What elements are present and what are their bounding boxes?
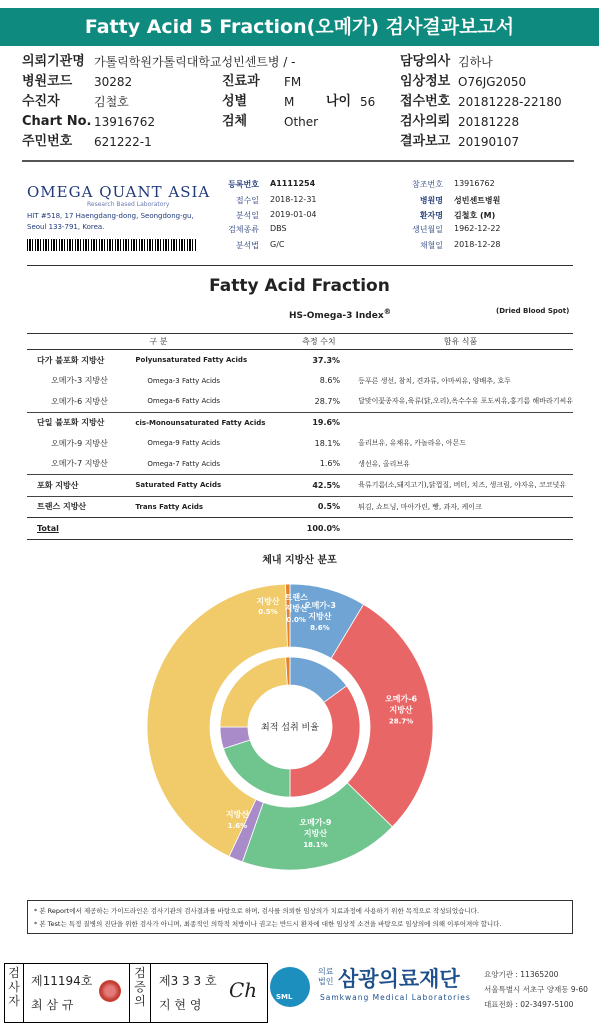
hospital-code-label: 병원코드 (22, 74, 73, 89)
inspector-no: 제11194호 (31, 974, 93, 988)
row-class-kr: 오메가-3 지방산 (51, 376, 108, 386)
slice-label-3-0: 지방산 (225, 810, 250, 820)
note-line-1: * 본 Report에서 제공하는 가이드라인은 검사기관의 검사결과를 바탕으로 하며, 검사를 의뢰한 임상의가 치료과정에 사용하기 위한 목적으로 작성되었습니다. (34, 907, 480, 915)
table-row (27, 433, 573, 454)
slice-label-4-1: 0.5% (258, 608, 278, 616)
id-value: 621222-1 (94, 135, 152, 149)
recv-value: 2018-12-31 (270, 195, 317, 204)
col-value: 측정 수치 (290, 334, 348, 350)
contact-1: 요양기관 : 11365200 (484, 970, 559, 979)
verifier-signature: Ch (229, 978, 258, 1002)
hosp-value: 성빈센트병원 (454, 196, 501, 205)
dob-value: 1962-12-22 (454, 224, 501, 233)
specimen-label: 검체 (222, 114, 248, 129)
receipt-value: 20181228-22180 (458, 95, 562, 109)
method-label: 분석법 (235, 241, 259, 250)
subject-value: 김철호 (94, 95, 129, 109)
row-class-en: Omega-3 Fatty Acids (147, 376, 221, 385)
table-row (27, 412, 573, 433)
row-class-en: Polyunsaturated Fatty Acids (125, 350, 289, 371)
org-value: 가톨릭학원가톨릭대학교성빈센트병 / - (94, 55, 296, 69)
brand-small-1: 의료 (318, 967, 334, 976)
sex-value: M (284, 95, 295, 109)
chart-no-label: Chart No. (22, 114, 92, 129)
sex-label: 성별 (222, 94, 248, 109)
org-label: 의뢰기관명 (22, 54, 85, 69)
doctor-label: 담당의사 (400, 54, 451, 69)
dob-label: 생년월일 (412, 225, 443, 234)
brand-small (318, 967, 333, 987)
lab-logo-sub: Research Based Laboratory (87, 201, 170, 208)
row-food: 등푸른 생선, 참치, 견과류, 아마씨유, 양배추, 호두 (358, 376, 512, 385)
row-food: 생선유, 올리브유 (358, 459, 410, 468)
row-value: 19.6% (290, 412, 348, 433)
report-title: Fatty Acid 5 Fraction(오메가) 검사결과보고서 (0, 8, 599, 46)
row-food: 올리브유, 유채유, 카놀라유, 아몬드 (358, 439, 467, 448)
specimen-value: Other (284, 115, 319, 129)
fatty-acid-table (27, 333, 573, 540)
row-class-en: Trans Fatty Acids (125, 496, 289, 518)
dept-value: FM (284, 75, 302, 89)
slice-label-0-2: 8.6% (310, 624, 330, 633)
dept-label: 진료과 (222, 74, 260, 89)
row-class-kr: 오메가-9 지방산 (51, 438, 108, 448)
slice-label-1-2: 28.7% (388, 717, 414, 726)
slice-label-5-1: 지방산 (284, 604, 308, 614)
anal-label: 분석일 (235, 211, 259, 220)
contact-2: 서울특별시 서초구 양재동 9-60 (484, 985, 588, 994)
fatty-acid-donut-chart (0, 560, 599, 890)
row-value: 18.1% (314, 438, 341, 448)
section-subtitle (289, 307, 391, 321)
ref-value: 13916762 (454, 179, 495, 188)
center-label: 최적 섭취 비율 (261, 723, 319, 733)
row-class-en: cis-Monounsaturated Fatty Acids (125, 412, 289, 433)
table-row (27, 475, 573, 497)
address-line-1: HIT #518, 17 Haengdang-dong, Seongdong-gu, (27, 212, 194, 220)
slice-label-1-0: 오메가-6 (385, 694, 418, 704)
table-row (27, 496, 573, 518)
row-value: 28.7% (314, 396, 341, 406)
total-food (348, 518, 573, 540)
id-label: 주민번호 (22, 134, 73, 149)
clinical-value: O76JG2050 (458, 75, 527, 89)
table-row (27, 454, 573, 475)
brand-english: Samkwang Medical Laboratories (320, 993, 471, 1002)
receipt-label: 접수번호 (400, 94, 451, 109)
lab-divider (27, 265, 573, 266)
row-class-kr: 오메가-6 지방산 (51, 396, 108, 406)
table-row (27, 391, 573, 412)
row-class-kr: 트랜스 지방산 (27, 496, 125, 518)
address-line-2: Seoul 133-791, Korea. (27, 223, 105, 231)
slice-label-4-0: 지방산 (256, 597, 280, 606)
inspector-seal-icon (99, 980, 121, 1002)
row-class-kr: 다가 불포화 지방산 (27, 350, 125, 371)
lab-address (27, 211, 194, 233)
emblem-text: SML (276, 993, 293, 1001)
row-class-kr: 오메가-7 지방산 (51, 459, 108, 469)
registered-mark: ® (383, 307, 392, 316)
total-value: 100.0% (290, 518, 348, 540)
contact-3: 대표전화 : 02-3497-5100 (484, 1000, 574, 1009)
row-class-en: Omega-7 Fatty Acids (147, 459, 221, 468)
inspector-name: 최 삼 규 (31, 998, 74, 1012)
type-label: 검체종류 (228, 225, 259, 234)
slice-label-0-0: 오메가-3 (303, 601, 336, 611)
row-class-en: Omega-6 Fatty Acids (147, 397, 221, 406)
slice-label-2-0: 오메가-9 (299, 818, 332, 828)
request-value: 20181228 (458, 115, 520, 129)
col-class: 구 분 (27, 334, 290, 350)
reg-label: 등록번호 (228, 180, 259, 189)
footer (4, 963, 595, 1023)
verifier-no: 제3 3 3 호 (159, 974, 217, 988)
row-value: 0.5% (290, 496, 348, 518)
brand-name: 삼광의료재단 (338, 967, 460, 991)
method-value: G/C (270, 240, 285, 249)
sml-emblem-icon (270, 967, 310, 1007)
row-value: 37.3% (290, 350, 348, 371)
notes-box (27, 900, 573, 934)
hosp-label: 병원명 (419, 196, 443, 205)
slice-label-1-1: 지방산 (389, 705, 413, 715)
anal-value: 2019-01-04 (270, 210, 317, 219)
slice-label-2-1: 지방산 (303, 829, 328, 839)
info-divider (22, 160, 574, 162)
row-food: 육류기름(소,돼지고기),닭껍질, 버터, 치즈, 생크림, 야자유, 코코넛유 (348, 475, 573, 497)
recv-label: 접수일 (235, 196, 259, 205)
draw-label: 채혈일 (419, 241, 443, 250)
dried-blood-spot: (Dried Blood Spot) (496, 307, 570, 315)
subject-label: 수진자 (22, 94, 60, 109)
row-class-kr: 포화 지방산 (27, 475, 125, 497)
hospital-code-value: 30282 (94, 75, 133, 89)
request-label: 검사의뢰 (400, 114, 451, 129)
verifier-label: 검증의 (134, 966, 146, 1008)
report-value: 20190107 (458, 135, 520, 149)
inspector-label: 검사자 (8, 966, 20, 1008)
pname-value: 김철호 (M) (454, 211, 496, 220)
row-value: 8.6% (319, 376, 341, 386)
row-food (348, 412, 573, 433)
ref-label: 참조번호 (412, 180, 443, 189)
note-line-2: * 본 Test는 특정 질병의 진단을 위한 검사가 아니며, 최종적인 의학적 처방이나 권고는 반드시 환자에 대한 임상적 소견을 바탕으로 임상의에 의해 이루어져야 합니다. (34, 920, 502, 928)
col-food: 함유 식품 (348, 334, 573, 350)
section-title: Fatty Acid Fraction (209, 276, 390, 296)
total-row (27, 518, 573, 540)
report-label: 결과보고 (400, 134, 451, 149)
chart-title: 체내 지방산 분포 (262, 555, 337, 566)
subtitle-text: HS-Omega-3 Index (289, 311, 384, 321)
pname-label: 환자명 (419, 211, 443, 220)
row-class-kr: 단일 불포화 지방산 (27, 412, 125, 433)
verifier-name: 지 현 영 (159, 998, 202, 1012)
slice-label-0-1: 지방산 (308, 612, 332, 622)
row-value: 42.5% (290, 475, 348, 497)
contact-info (484, 967, 588, 1012)
row-value: 1.6% (319, 459, 341, 469)
chart-no-value: 13916762 (94, 115, 156, 129)
slice-label-2-2: 18.1% (303, 841, 328, 850)
barcode (27, 239, 197, 251)
lab-header (27, 175, 573, 265)
signature-box (4, 963, 268, 1023)
age-value: 56 (360, 95, 376, 109)
row-class-en: Saturated Fatty Acids (125, 475, 289, 497)
row-class-en: Omega-9 Fatty Acids (147, 439, 221, 448)
slice-label-5-2: 0.0% (286, 616, 306, 625)
row-food (348, 350, 573, 371)
row-food: 달맞이꽃종자유,육류(닭,오리),옥수수유 포도씨유,홍기름 해바라기씨유 (358, 397, 573, 406)
draw-value: 2018-12-28 (454, 240, 501, 249)
row-food: 튀김, 쇼트닝, 마아가린, 빵, 과자, 케이크 (348, 496, 573, 518)
total-spacer (125, 518, 289, 540)
reg-value: A1111254 (270, 179, 316, 188)
slice-label-5-0: 트랜스 (284, 593, 308, 603)
clinical-label: 임상정보 (400, 74, 451, 89)
lab-logo: OMEGA QUANT ASIA (27, 183, 211, 201)
doctor-value: 김하나 (458, 55, 493, 69)
table-row (27, 350, 573, 371)
type-value: DBS (270, 224, 287, 233)
brand-small-2: 법인 (318, 977, 334, 986)
age-label: 나이 (326, 94, 352, 109)
table-row (27, 371, 573, 392)
total-label: Total (27, 518, 125, 540)
slice-label-3-1: 1.6% (227, 822, 248, 831)
table-header (27, 334, 573, 350)
